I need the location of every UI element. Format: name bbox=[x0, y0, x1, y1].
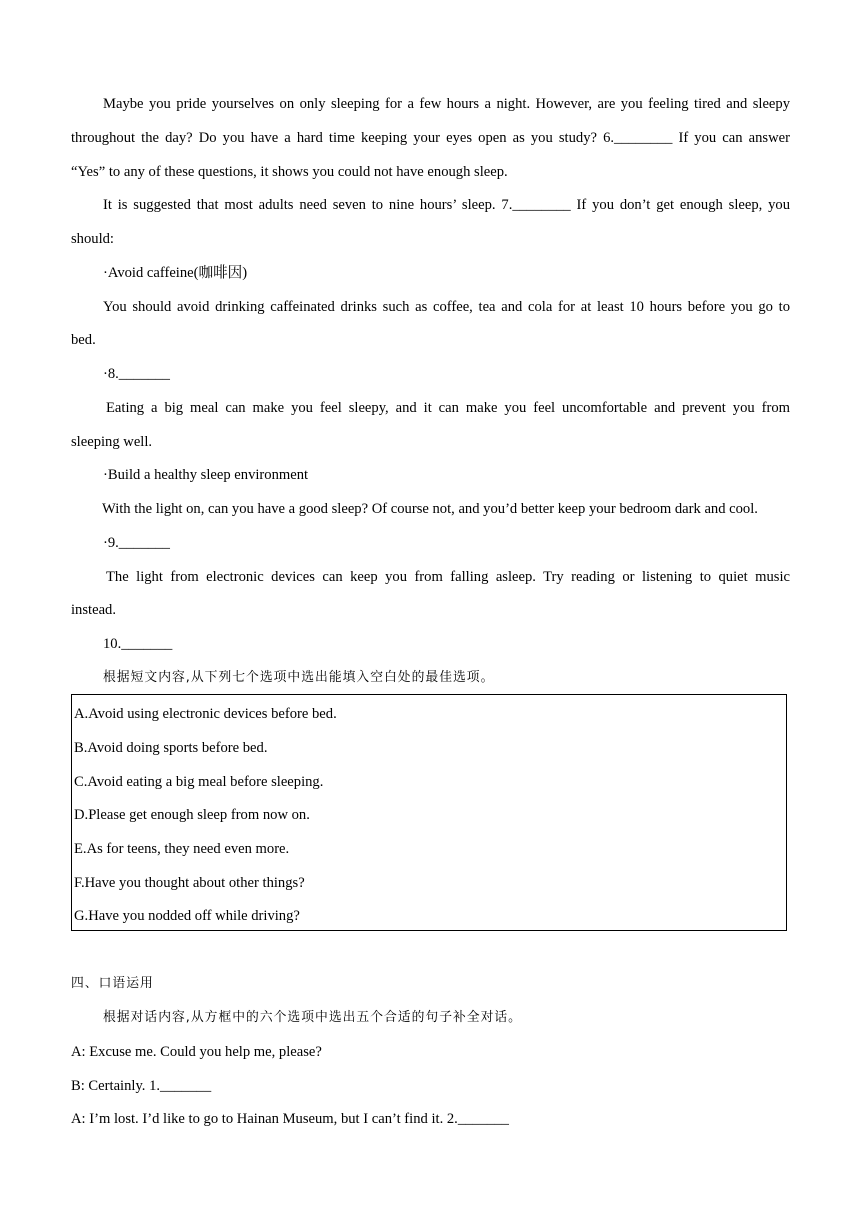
option-a: A.Avoid using electronic devices before bed. bbox=[74, 706, 337, 722]
question-10-blank: 10._______ bbox=[103, 636, 173, 652]
passage-line: instead. bbox=[71, 602, 116, 618]
passage-line: With the light on, can you have a good sleep? Of course not, and you’d better keep your bedroom dark and cool. bbox=[102, 501, 758, 517]
passage-line: throughout the day? Do you have a hard time keeping your eyes open as you study? 6.________ If you can answer bbox=[71, 130, 790, 146]
option-b: B.Avoid doing sports before bed. bbox=[74, 740, 268, 756]
dialogue-line: B: Certainly. 1._______ bbox=[71, 1078, 212, 1094]
option-c: C.Avoid eating a big meal before sleeping. bbox=[74, 774, 324, 790]
instruction: 根据短文内容,从下列七个选项中选出能填入空白处的最佳选项。 bbox=[103, 670, 495, 685]
option-d: D.Please get enough sleep from now on. bbox=[74, 807, 310, 823]
option-g: G.Have you nodded off while driving? bbox=[74, 908, 300, 924]
tip-heading: ·Build a healthy sleep environment bbox=[103, 467, 309, 483]
passage-line: Eating a big meal can make you feel sleepy, and it can make you feel uncomfortable and prevent you from bbox=[106, 400, 790, 416]
dialogue-line: A: I’m lost. I’d like to go to Hainan Museum, but I can’t find it. 2._______ bbox=[71, 1111, 509, 1127]
tip-heading-blank: ·8._______ bbox=[103, 366, 170, 382]
passage-line: “Yes” to any of these questions, it shows you could not have enough sleep. bbox=[71, 164, 508, 180]
tip-heading-blank: ·9._______ bbox=[103, 535, 170, 551]
option-e: E.As for teens, they need even more. bbox=[74, 841, 290, 857]
passage-line: You should avoid drinking caffeinated drinks such as coffee, tea and cola for at least 10 hours before you go to bbox=[103, 299, 790, 315]
dialogue-line: A: Excuse me. Could you help me, please? bbox=[71, 1044, 322, 1060]
passage-line: The light from electronic devices can keep you from falling asleep. Try reading or listening to quiet music bbox=[106, 569, 790, 585]
tip-heading: ·Avoid caffeine(咖啡因) bbox=[103, 265, 248, 281]
passage-line: should: bbox=[71, 231, 114, 247]
instruction: 根据对话内容,从方框中的六个选项中选出五个合适的句子补全对话。 bbox=[103, 1010, 522, 1025]
passage-line: It is suggested that most adults need seven to nine hours’ sleep. 7.________ If you don’t get enough sleep, you bbox=[103, 197, 790, 213]
option-f: F.Have you thought about other things? bbox=[74, 875, 305, 891]
passage-line: Maybe you pride yourselves on only sleeping for a few hours a night. However, are you feeling tired and sleepy bbox=[103, 96, 790, 112]
options-box bbox=[71, 694, 787, 931]
passage-line: bed. bbox=[71, 332, 96, 348]
passage-line: sleeping well. bbox=[71, 434, 153, 450]
section-title: 四、口语运用 bbox=[71, 976, 154, 991]
